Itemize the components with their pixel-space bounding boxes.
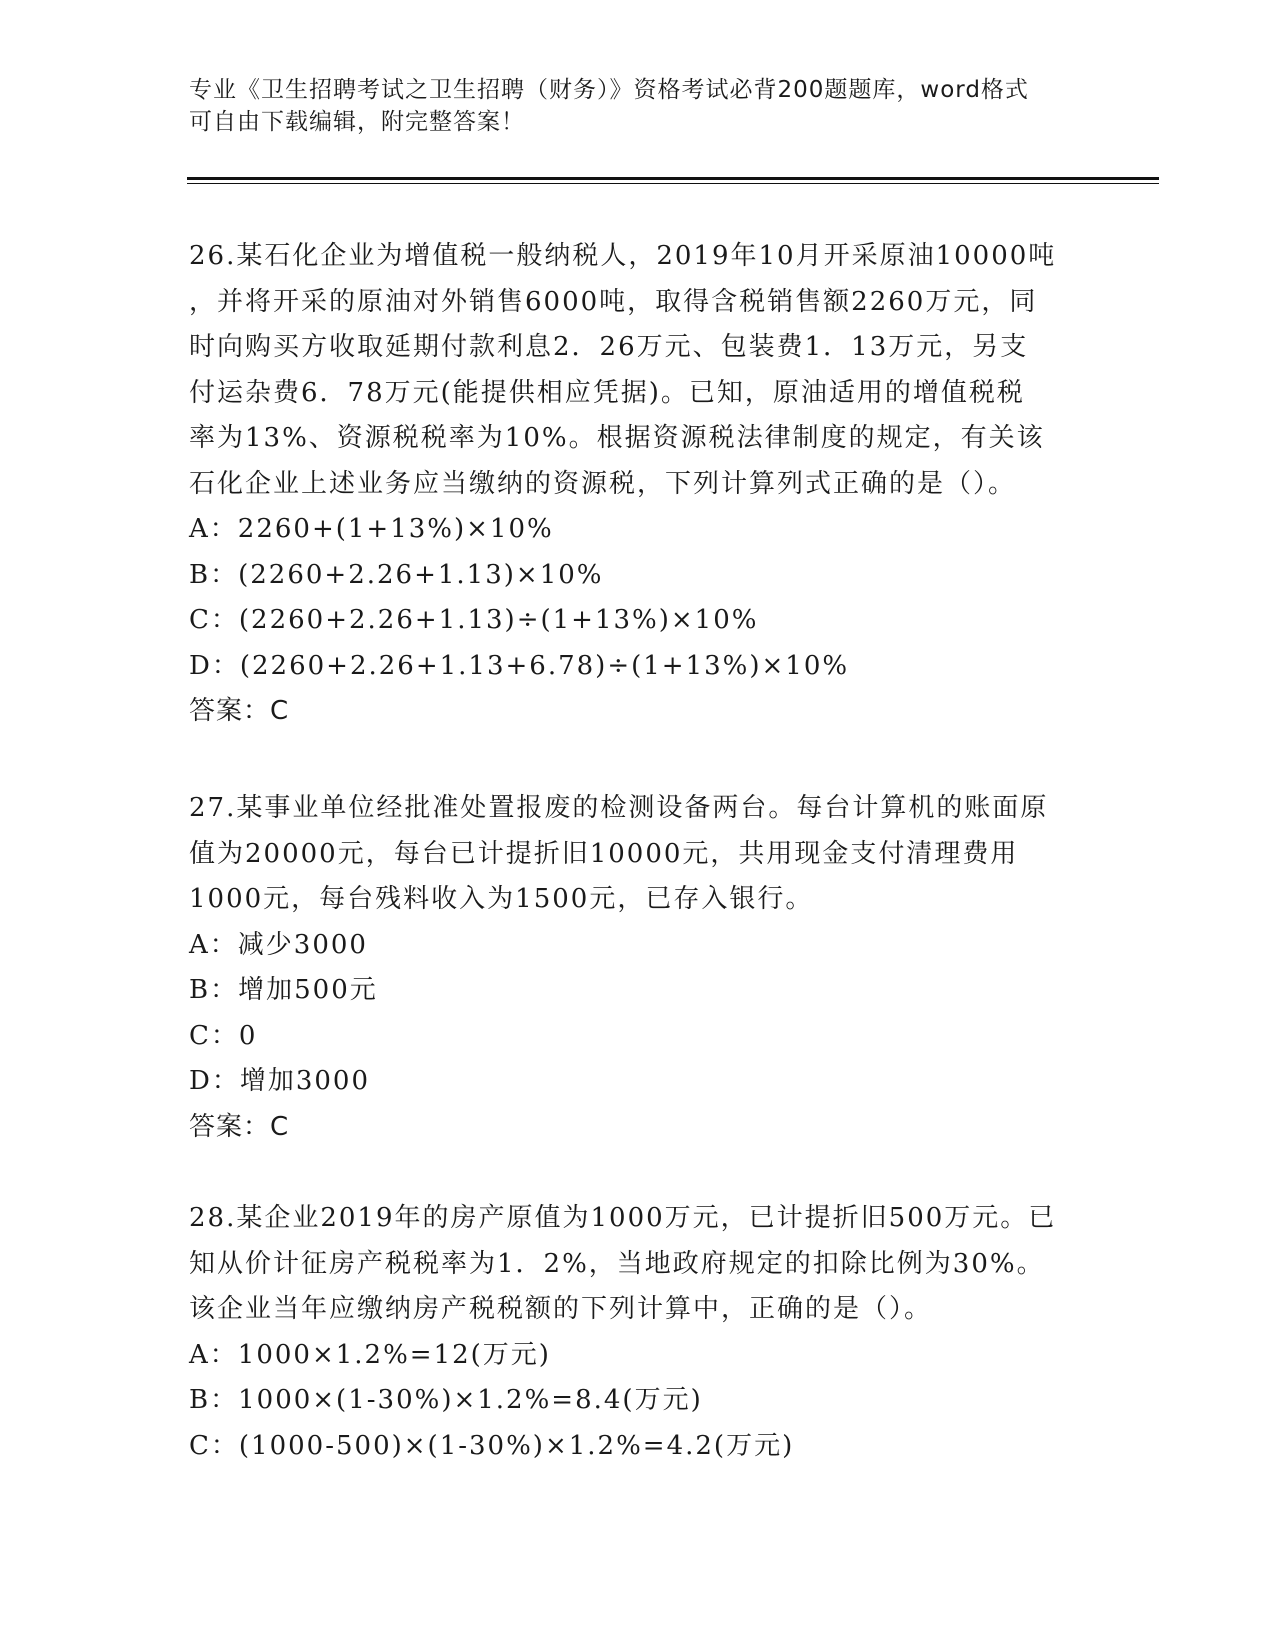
question-text-line: 石化企业上述业务应当缴纳的资源税，下列计算列式正确的是（）。	[189, 468, 1017, 499]
question-text-line: 率为13%、资源税税率为10%。根据资源税法律制度的规定，有关该	[189, 423, 1045, 453]
option-c: C：(1000-500)×(1-30%)×1.2%=4.2(万元)	[189, 1430, 795, 1461]
question-text-line: 26.某石化企业为增值税一般纳税人，2019年10月开采原油10000吨	[189, 241, 1057, 271]
question-text-line: 28.某企业2019年的房产原值为1000万元，已计提折旧500万元。已	[189, 1203, 1057, 1233]
question-text-line: 1000元，每台残料收入为1500元，已存入银行。	[189, 884, 814, 914]
header-divider	[187, 177, 1159, 180]
option-a: A：1000×1.2%=12(万元)	[189, 1339, 551, 1370]
answer: 答案：C	[189, 1111, 290, 1142]
header-line: 可自由下载编辑，附完整答案！	[189, 109, 525, 135]
question-text-line: 知从价计征房产税税率为1．2%，当地政府规定的扣除比例为30%。	[189, 1248, 1045, 1279]
option-b: B：增加500元	[189, 975, 378, 1005]
option-b: B：(2260+2.26+1.13)×10%	[189, 559, 604, 590]
option-d: D：增加3000	[189, 1066, 371, 1096]
question-text-line: 该企业当年应缴纳房产税税额的下列计算中，正确的是（）。	[189, 1294, 933, 1324]
option-a: A：2260+(1+13%)×10%	[189, 514, 554, 544]
option-c: C：(2260+2.26+1.13)÷(1+13%)×10%	[189, 605, 759, 635]
question-text-line: 值为20000元，每台已计提折旧10000元，共用现金支付清理费用	[189, 838, 1019, 869]
question-text-line: 时向购买方收取延期付款利息2．26万元、包装费1．13万元，另支	[189, 332, 1029, 362]
question-27	[189, 786, 1089, 1150]
option-b: B：1000×(1-30%)×1.2%=8.4(万元)	[189, 1385, 703, 1415]
question-text-line: ，并将开采的原油对外销售6000吨，取得含税销售额2260万元，同	[189, 286, 1038, 317]
option-a: A：减少3000	[189, 929, 368, 960]
option-d: D：(2260+2.26+1.13+6.78)÷(1+13%)×10%	[189, 650, 850, 681]
question-text-line: 27.某事业单位经批准处置报废的检测设备两台。每台计算机的账面原	[189, 793, 1049, 823]
header-divider	[187, 183, 1159, 184]
question-text-line: 付运杂费6．78万元(能提供相应凭据)。已知，原油适用的增值税税	[189, 377, 1025, 408]
option-c: C：0	[189, 1020, 258, 1051]
page-header	[189, 74, 1089, 138]
question-28	[189, 1196, 1089, 1469]
header-line: 专业《卫生招聘考试之卫生招聘（财务）》资格考试必背200题题库，word格式	[189, 77, 1029, 103]
question-26	[189, 234, 1089, 735]
answer: 答案：C	[189, 696, 290, 726]
